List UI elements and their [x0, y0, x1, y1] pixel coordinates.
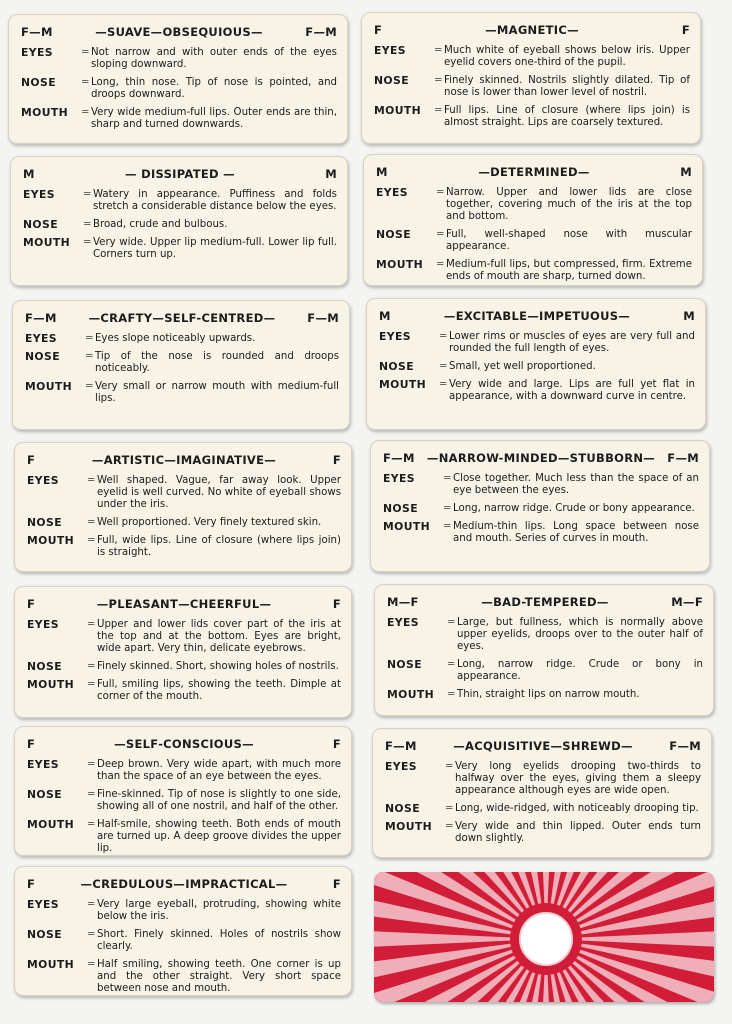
equals-sign: =: [439, 331, 448, 342]
feature-description: Tip of the nose is rounded and droops noticeably.: [95, 351, 339, 374]
feature-row: [374, 105, 690, 129]
card-header: [376, 163, 692, 181]
gender-code-right: F: [332, 877, 341, 891]
card-header: [374, 21, 690, 39]
gender-code-right: F: [332, 737, 341, 751]
feature-label: MOUTH: [27, 818, 75, 831]
character-card: [8, 14, 348, 144]
equals-sign: =: [83, 237, 92, 248]
feature-row: [25, 381, 339, 405]
feature-row: [27, 899, 341, 923]
feature-label: NOSE: [379, 360, 414, 373]
feature-description: Narrow. Upper and lower lids are close together, covering much of the iris at the top and bottom.: [446, 187, 692, 222]
card-back: [374, 872, 714, 1002]
gender-code-right: F: [681, 23, 690, 37]
feature-label: EYES: [385, 760, 417, 773]
card-title: —CREDULOUS—IMPRACTICAL—: [80, 877, 288, 891]
feature-row: [374, 75, 690, 99]
feature-row: [383, 521, 699, 545]
gender-code-left: M: [376, 165, 388, 179]
gender-code-left: F—M: [21, 25, 53, 39]
gender-code-left: F: [27, 597, 36, 611]
card-header: [27, 875, 341, 893]
equals-sign: =: [87, 959, 96, 970]
character-card: [374, 584, 714, 716]
equals-sign: =: [445, 803, 454, 814]
feature-label: NOSE: [374, 74, 409, 87]
feature-description: Finely skinned. Nostrils slightly dilated. Tip of nose is lower than lower level of nostril.: [444, 75, 690, 98]
feature-description: Full, well-shaped nose with muscular appearance.: [446, 229, 692, 252]
feature-description: Short. Finely skinned. Holes of nostrils show clearly.: [97, 929, 341, 952]
feature-description: Very wide and large. Lips are full yet flat in appearance, with a downward curve in centre.: [449, 379, 695, 402]
feature-label: EYES: [374, 44, 406, 57]
character-card: [12, 300, 350, 430]
feature-description: Very large eyeball, protruding, showing white below the iris.: [97, 899, 341, 922]
equals-sign: =: [439, 379, 448, 390]
feature-label: EYES: [21, 46, 53, 59]
feature-label: MOUTH: [25, 380, 73, 393]
gender-code-left: M: [379, 309, 391, 323]
feature-row: [387, 659, 703, 683]
feature-row: [25, 333, 339, 345]
character-card: [361, 12, 701, 144]
card-header: [387, 593, 703, 611]
card-header: [27, 595, 341, 613]
feature-row: [387, 617, 703, 653]
card-header: [25, 309, 339, 327]
feature-row: [385, 761, 701, 797]
equals-sign: =: [87, 619, 96, 630]
gender-code-right: M: [680, 165, 692, 179]
equals-sign: =: [81, 77, 90, 88]
feature-description: Long, thin nose. Tip of nose is pointed, and droops downward.: [91, 77, 337, 100]
feature-row: [383, 503, 699, 515]
character-card: [370, 440, 710, 572]
gender-code-right: F—M: [307, 311, 339, 325]
equals-sign: =: [85, 381, 94, 392]
card-header: [27, 451, 341, 469]
card-title: — DISSIPATED —: [125, 167, 235, 181]
feature-row: [385, 821, 701, 845]
gender-code-left: F: [27, 453, 36, 467]
feature-label: MOUTH: [23, 236, 71, 249]
feature-label: EYES: [379, 330, 411, 343]
equals-sign: =: [443, 503, 452, 514]
card-title: —SUAVE—OBSEQUIOUS—: [95, 25, 263, 39]
equals-sign: =: [87, 929, 96, 940]
feature-label: NOSE: [27, 516, 62, 529]
gender-code-right: F: [332, 453, 341, 467]
feature-row: [27, 661, 341, 673]
feature-description: Full, smiling lips, showing the teeth. Dimple at corner of the mouth.: [97, 679, 341, 702]
gender-code-right: M—F: [671, 595, 703, 609]
feature-description: Upper and lower lids cover part of the iris at the top and at the bottom. Eyes are bright, wide apart. Very thin, delicate eyebrows.: [97, 619, 341, 654]
gender-code-left: M: [23, 167, 35, 181]
feature-description: Half-smile, showing teeth. Both ends of mouth are turned up. A deep groove divides the upper lip.: [97, 819, 341, 854]
character-card: [14, 442, 352, 572]
card-title: —MAGNETIC—: [485, 23, 579, 37]
equals-sign: =: [81, 107, 90, 118]
feature-description: Close together. Much less than the space of an eye between the eyes.: [453, 473, 699, 496]
feature-label: NOSE: [383, 502, 418, 515]
feature-label: MOUTH: [385, 820, 433, 833]
waddington-logo: [519, 912, 573, 966]
card-title: —DETERMINED—: [478, 165, 590, 179]
feature-label: MOUTH: [27, 534, 75, 547]
feature-label: NOSE: [376, 228, 411, 241]
feature-description: Very wide medium-full lips. Outer ends are thin, sharp and turned downwards.: [91, 107, 337, 130]
gender-code-left: F: [27, 877, 36, 891]
character-card: [14, 586, 352, 718]
feature-label: NOSE: [25, 350, 60, 363]
equals-sign: =: [443, 521, 452, 532]
feature-row: [23, 237, 337, 261]
feature-row: [27, 819, 341, 855]
feature-row: [387, 689, 703, 701]
card-title: —EXCITABLE—IMPETUOUS—: [443, 309, 631, 323]
feature-row: [383, 473, 699, 497]
feature-description: Broad, crude and bulbous.: [93, 219, 228, 230]
card-header: [385, 737, 701, 755]
feature-label: MOUTH: [376, 258, 424, 271]
equals-sign: =: [436, 187, 445, 198]
feature-row: [379, 331, 695, 355]
equals-sign: =: [85, 333, 94, 344]
feature-description: Lower rims or muscles of eyes are very full and rounded the full length of eyes.: [449, 331, 695, 354]
equals-sign: =: [447, 659, 456, 670]
feature-description: Small, yet well proportioned.: [449, 361, 596, 372]
gender-code-left: F—M: [385, 739, 417, 753]
equals-sign: =: [87, 475, 96, 486]
card-header: [23, 165, 337, 183]
feature-description: Long, narrow ridge. Crude or bony appearance.: [453, 503, 695, 514]
feature-label: NOSE: [27, 660, 62, 673]
feature-description: Full, wide lips. Line of closure (where lips join) is straight.: [97, 535, 341, 558]
feature-description: Half smiling, showing teeth. One corner is up and the other straight. Very short space between nose and mouth.: [97, 959, 341, 994]
feature-label: EYES: [387, 616, 419, 629]
character-card: [14, 726, 352, 856]
feature-description: Medium-full lips, but compressed, firm. Extreme ends of mouth are sharp, turned down.: [446, 259, 692, 282]
feature-label: EYES: [23, 188, 55, 201]
equals-sign: =: [447, 689, 456, 700]
feature-row: [25, 351, 339, 375]
feature-row: [21, 77, 337, 101]
equals-sign: =: [87, 535, 96, 546]
equals-sign: =: [87, 679, 96, 690]
gender-code-left: F: [374, 23, 383, 37]
equals-sign: =: [87, 661, 96, 672]
feature-row: [374, 45, 690, 69]
card-header: [27, 735, 341, 753]
equals-sign: =: [87, 819, 96, 830]
gender-code-left: F—M: [383, 451, 415, 465]
gender-code-right: F—M: [305, 25, 337, 39]
card-title: —SELF-CONSCIOUS—: [114, 737, 254, 751]
feature-label: EYES: [383, 472, 415, 485]
card-title: —ACQUISITIVE—SHREWD—: [453, 739, 633, 753]
equals-sign: =: [83, 219, 92, 230]
equals-sign: =: [87, 789, 96, 800]
card-header: [383, 449, 699, 467]
feature-row: [27, 759, 341, 783]
card-title: —ARTISTIC—IMAGINATIVE—: [91, 453, 277, 467]
gender-code-right: F—M: [669, 739, 701, 753]
feature-row: [23, 219, 337, 231]
feature-description: Watery in appearance. Puffiness and folds stretch a considerable distance below the eyes.: [93, 189, 337, 212]
feature-row: [27, 517, 341, 529]
feature-description: Very wide. Upper lip medium-full. Lower lip full. Corners turn up.: [93, 237, 337, 260]
feature-label: MOUTH: [387, 688, 435, 701]
feature-row: [27, 475, 341, 511]
feature-label: EYES: [376, 186, 408, 199]
feature-description: Finely skinned. Short, showing holes of nostrils.: [97, 661, 339, 672]
feature-label: NOSE: [27, 788, 62, 801]
feature-label: MOUTH: [21, 106, 69, 119]
equals-sign: =: [445, 761, 454, 772]
gender-code-right: M: [683, 309, 695, 323]
card-header: [21, 23, 337, 41]
feature-description: Large, but fullness, which is normally above upper eyelids, droops over to the outer half of eyes.: [457, 617, 703, 652]
feature-label: MOUTH: [27, 678, 75, 691]
feature-description: Medium-thin lips. Long space between nose and mouth. Series of curves in mouth.: [453, 521, 699, 544]
feature-description: Not narrow and with outer ends of the eyes sloping downward.: [91, 47, 337, 70]
feature-label: NOSE: [23, 218, 58, 231]
feature-description: Deep brown. Very wide apart, with much more than the space of an eye between the eyes.: [97, 759, 341, 782]
feature-label: EYES: [25, 332, 57, 345]
equals-sign: =: [83, 189, 92, 200]
feature-row: [27, 789, 341, 813]
feature-label: EYES: [27, 474, 59, 487]
equals-sign: =: [87, 517, 96, 528]
feature-label: MOUTH: [374, 104, 422, 117]
equals-sign: =: [439, 361, 448, 372]
gender-code-left: M—F: [387, 595, 419, 609]
card-title: —CRAFTY—SELF-CENTRED—: [88, 311, 276, 325]
feature-row: [385, 803, 701, 815]
feature-row: [379, 379, 695, 403]
card-title: —PLEASANT—CHEERFUL—: [96, 597, 272, 611]
feature-label: MOUTH: [27, 958, 75, 971]
feature-row: [376, 187, 692, 223]
character-card: [14, 866, 352, 996]
feature-description: Well proportioned. Very finely textured skin.: [97, 517, 322, 528]
feature-description: Long, wide-ridged, with noticeably drooping tip.: [455, 803, 699, 814]
equals-sign: =: [434, 105, 443, 116]
feature-description: Very small or narrow mouth with medium-full lips.: [95, 381, 339, 404]
feature-description: Eyes slope noticeably upwards.: [95, 333, 256, 344]
feature-row: [27, 929, 341, 953]
feature-description: Fine-skinned. Tip of nose is slightly to one side, showing all of one nostril, and half of the other.: [97, 789, 341, 812]
equals-sign: =: [434, 45, 443, 56]
character-card: [10, 156, 348, 286]
equals-sign: =: [436, 229, 445, 240]
feature-description: Long, narrow ridge. Crude or bony in appearance.: [457, 659, 703, 682]
feature-label: NOSE: [27, 928, 62, 941]
feature-label: MOUTH: [383, 520, 431, 533]
feature-row: [23, 189, 337, 213]
feature-row: [21, 47, 337, 71]
feature-description: Very wide and thin lipped. Outer ends turn down slightly.: [455, 821, 701, 844]
feature-row: [27, 535, 341, 559]
equals-sign: =: [85, 351, 94, 362]
character-card: [366, 298, 706, 430]
gender-code-left: F: [27, 737, 36, 751]
feature-label: NOSE: [21, 76, 56, 89]
feature-label: EYES: [27, 618, 59, 631]
equals-sign: =: [81, 47, 90, 58]
feature-description: Full lips. Line of closure (where lips join) is almost straight. Lips are coarsely textured.: [444, 105, 690, 128]
card-title: —BAD-TEMPERED—: [481, 595, 609, 609]
character-card: [363, 154, 703, 286]
equals-sign: =: [445, 821, 454, 832]
character-card: [372, 728, 712, 858]
equals-sign: =: [87, 899, 96, 910]
feature-label: EYES: [27, 758, 59, 771]
equals-sign: =: [87, 759, 96, 770]
equals-sign: =: [434, 75, 443, 86]
feature-label: EYES: [27, 898, 59, 911]
feature-row: [376, 229, 692, 253]
feature-row: [21, 107, 337, 131]
equals-sign: =: [447, 617, 456, 628]
gender-code-right: M: [325, 167, 337, 181]
feature-description: Well shaped. Vague, far away look. Upper eyelid is well curved. No white of eyeball shows under the iris.: [97, 475, 341, 510]
gender-code-right: F: [332, 597, 341, 611]
equals-sign: =: [443, 473, 452, 484]
feature-label: NOSE: [385, 802, 420, 815]
feature-row: [27, 959, 341, 995]
feature-description: Much white of eyeball shows below iris. Upper eyelid covers one-third of the pupil.: [444, 45, 690, 68]
feature-row: [376, 259, 692, 283]
gender-code-right: F—M: [667, 451, 699, 465]
feature-row: [27, 679, 341, 703]
feature-description: Thin, straight lips on narrow mouth.: [457, 689, 640, 700]
card-title: —NARROW-MINDED—STUBBORN—: [426, 451, 656, 465]
equals-sign: =: [436, 259, 445, 270]
gender-code-left: F—M: [25, 311, 57, 325]
feature-label: MOUTH: [379, 378, 427, 391]
feature-description: Very long eyelids drooping two-thirds to halfway over the eyes, giving them a sleepy appearance although eyes are wide open.: [455, 761, 701, 796]
card-header: [379, 307, 695, 325]
feature-label: NOSE: [387, 658, 422, 671]
feature-row: [27, 619, 341, 655]
feature-row: [379, 361, 695, 373]
